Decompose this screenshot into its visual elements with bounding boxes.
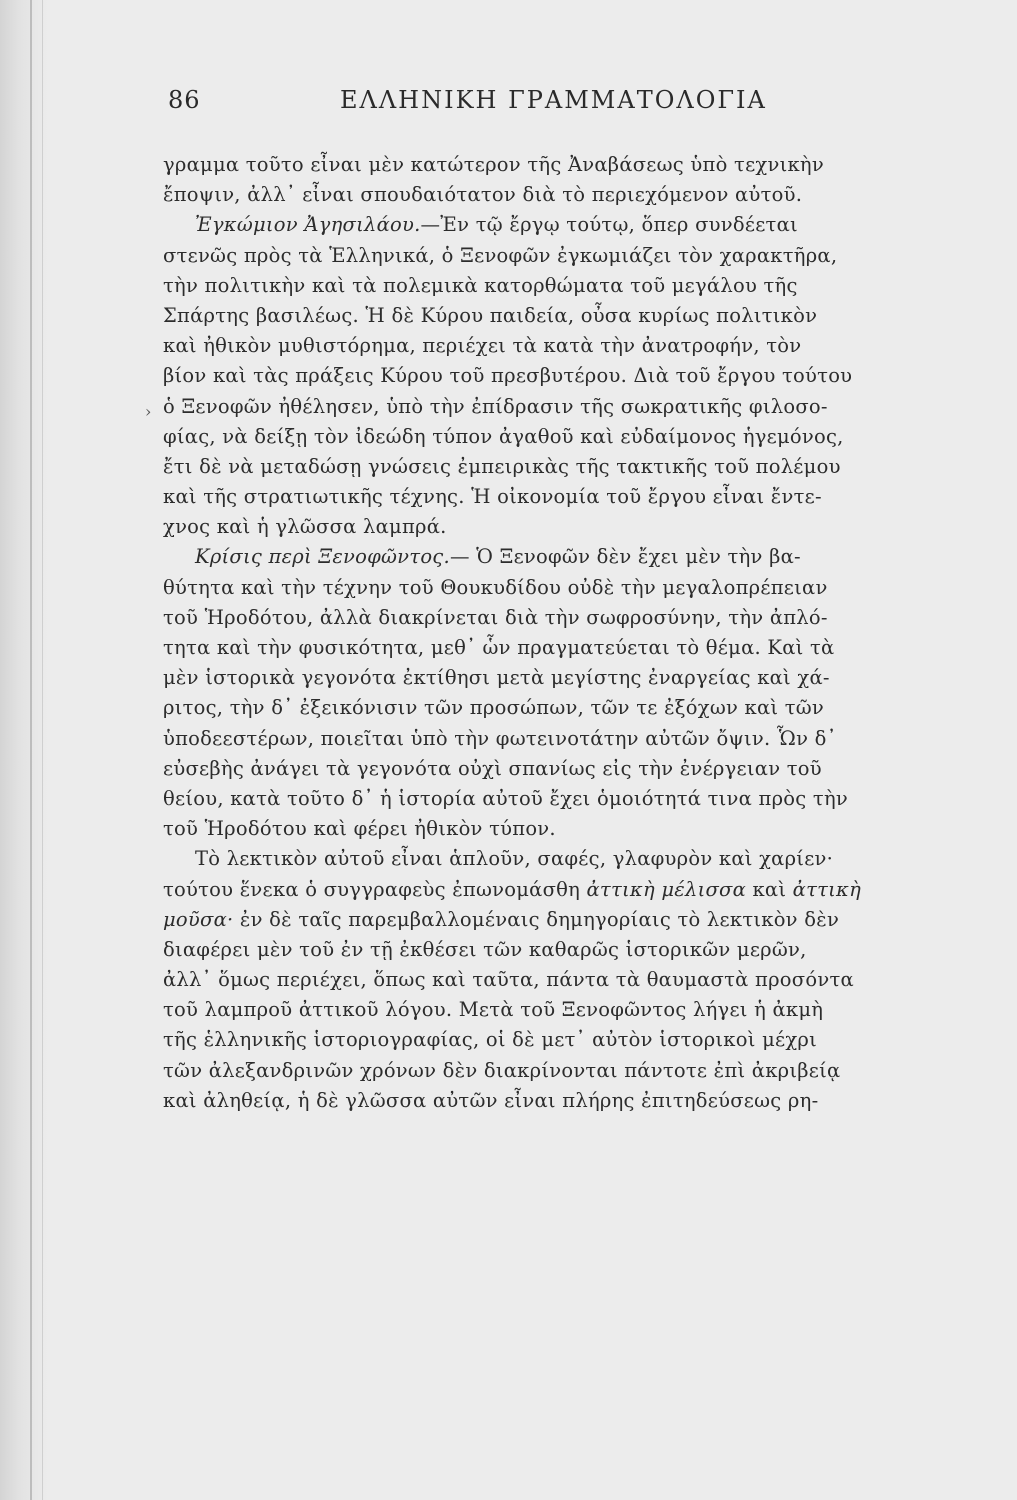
text-line: χνος καὶ ἡ γλῶσσα λαμπρά. (163, 515, 447, 539)
text-line: μὲν ἱστορικὰ γεγονότα ἐκτίθησι μετὰ μεγίστης ἐναργείας καὶ χά- (163, 666, 830, 690)
text-line: τῶν ἀλεξανδρινῶν χρόνων δὲν διακρίνονται πάντοτε ἐπὶ ἀκριβείᾳ (163, 1058, 841, 1082)
text-line: ριτος, τὴν δ᾽ ἐξεικόνισιν τῶν προσώπων, τῶν τε ἐξόχων καὶ τῶν (163, 696, 825, 720)
text-line: θύτητα καὶ τὴν τέχνην τοῦ Θουκυδίδου οὐδὲ τὴν μεγαλοπρέπειαν (163, 575, 828, 599)
text-line: τητα καὶ τὴν φυσικότητα, μεθ᾽ ὧν πραγματεύεται τὸ θέμα. Καὶ τὰ (163, 636, 835, 659)
text-line: γραμμα τοῦτο εἶναι μὲν κατώτερον τῆς Ἀναβάσεως ὑπὸ τεχνικὴν (163, 153, 824, 176)
text-line: καὶ ἀληθείᾳ, ἡ δὲ γλῶσσα αὐτῶν εἶναι πλήρης ἐπιτηδεύσεως ρη- (163, 1088, 819, 1112)
page-number: 86 (168, 86, 201, 114)
text-line: φίας, νὰ δείξῃ τὸν ἰδεώδη τύπον ἀγαθοῦ καὶ εὐδαίμονος ἡγεμόνος, (163, 424, 844, 448)
text-line: τῆς ἑλληνικῆς ἱστοριογραφίας, οἱ δὲ μετ᾽ αὐτὸν ἱστορικοὶ μέχρι (163, 1028, 818, 1052)
text-line: ὑποδεεστέρων, ποιεῖται ὑπὸ τὴν φωτεινοτάτην αὐτῶν ὄψιν. Ὧν δ᾽ (163, 726, 837, 750)
text-line: τοῦ Ἡροδότου, ἀλλὰ διακρίνεται διὰ τὴν σωφροσύνην, τὴν ἀπλό- (163, 605, 828, 629)
text-line: Τὸ λεκτικὸν αὐτοῦ εἶναι ἁπλοῦν, σαφές, γλαφυρὸν καὶ χαρίεν· (195, 847, 834, 871)
running-title: ΕΛΛΗΝΙΚΗ ΓΡΑΜΜΑΤΟΛΟΓΙΑ (340, 86, 767, 114)
body-text (163, 150, 955, 1116)
text-line: τοῦ λαμπροῦ ἀττικοῦ λόγου. Μετὰ τοῦ Ξενοφῶντος λήγει ἡ ἀκμὴ (163, 998, 824, 1022)
page-header (168, 86, 948, 126)
text-line: καὶ ἠθικὸν μυθιστόρημα, περιέχει τὰ κατὰ τὴν ἀνατροφήν, τὸν (163, 334, 802, 358)
text-line: Κρίσις περὶ Ξενοφῶντος.— Ὁ Ξενοφῶν δὲν ἔχει μὲν τὴν βα- (195, 545, 801, 569)
text-line: τοῦ Ἡροδότου καὶ φέρει ἠθικὸν τύπον. (163, 817, 556, 841)
text-line: Ἐγκώμιον Ἀγησιλάου.—Ἐν τῷ ἔργῳ τούτῳ, ὅπερ συνδέεται (195, 213, 798, 237)
section-heading: Κρίσις περὶ Ξενοφῶντος. (195, 545, 450, 569)
text-line: καὶ τῆς στρατιωτικῆς τέχνης. Ἡ οἰκονομία τοῦ ἔργου εἶναι ἔντε- (163, 485, 822, 509)
text-line: τούτου ἕνεκα ὁ συγγραφεὺς ἐπωνομάσθη ἀττικὴ μέλισσα καὶ ἀττικὴ (163, 877, 862, 901)
margin-mark: › (145, 402, 152, 421)
section-heading: Ἐγκώμιον Ἀγησιλάου. (195, 213, 421, 237)
text-line: βίον καὶ τὰς πράξεις Κύρου τοῦ πρεσβυτέρου. Διὰ τοῦ ἔργου τούτου (163, 364, 853, 388)
text-line: ἔτι δὲ νὰ μεταδώσῃ γνώσεις ἐμπειρικὰς τῆς τακτικῆς τοῦ πολέμου (163, 454, 841, 478)
text-line: ὁ Ξενοφῶν ἠθέλησεν, ὑπὸ τὴν ἐπίδρασιν τῆς σωκρατικῆς φιλοσο- (163, 394, 828, 418)
text-line: εὐσεβὴς ἀνάγει τὰ γεγονότα οὐχὶ σπανίως εἰς τὴν ἐνέργειαν τοῦ (163, 756, 822, 780)
text-line: διαφέρει μὲν τοῦ ἐν τῇ ἐκθέσει τῶν καθαρῶς ἱστορικῶν μερῶν, (163, 937, 807, 961)
text-line: ἀλλ᾽ ὅμως περιέχει, ὅπως καὶ ταῦτα, πάντα τὰ θαυμαστὰ προσόντα (163, 968, 854, 992)
text-line: Σπάρτης βασιλέως. Ἡ δὲ Κύρου παιδεία, οὖσα κυρίως πολιτικὸν (163, 303, 818, 327)
text-line: ἔποψιν, ἀλλ᾽ εἶναι σπουδαιότατον διὰ τὸ περιεχόμενον αὐτοῦ. (163, 183, 803, 207)
text-line: μοῦσα· ἐν δὲ ταῖς παρεμβαλλομέναις δημηγορίαις τὸ λεκτικὸν δὲν (163, 907, 840, 931)
text-line: θείου, κατὰ τοῦτο δ᾽ ἡ ἱστορία αὐτοῦ ἔχει ὁμοιότητά τινα πρὸς τὴν (163, 786, 848, 810)
text-line: στενῶς πρὸς τὰ Ἑλληνικά, ὁ Ξενοφῶν ἐγκωμιάζει τὸν χαρακτῆρα, (163, 243, 838, 267)
text-line: τὴν πολιτικὴν καὶ τὰ πολεμικὰ κατορθώματα τοῦ μεγάλου τῆς (163, 273, 798, 297)
binding-edge (0, 0, 48, 1500)
